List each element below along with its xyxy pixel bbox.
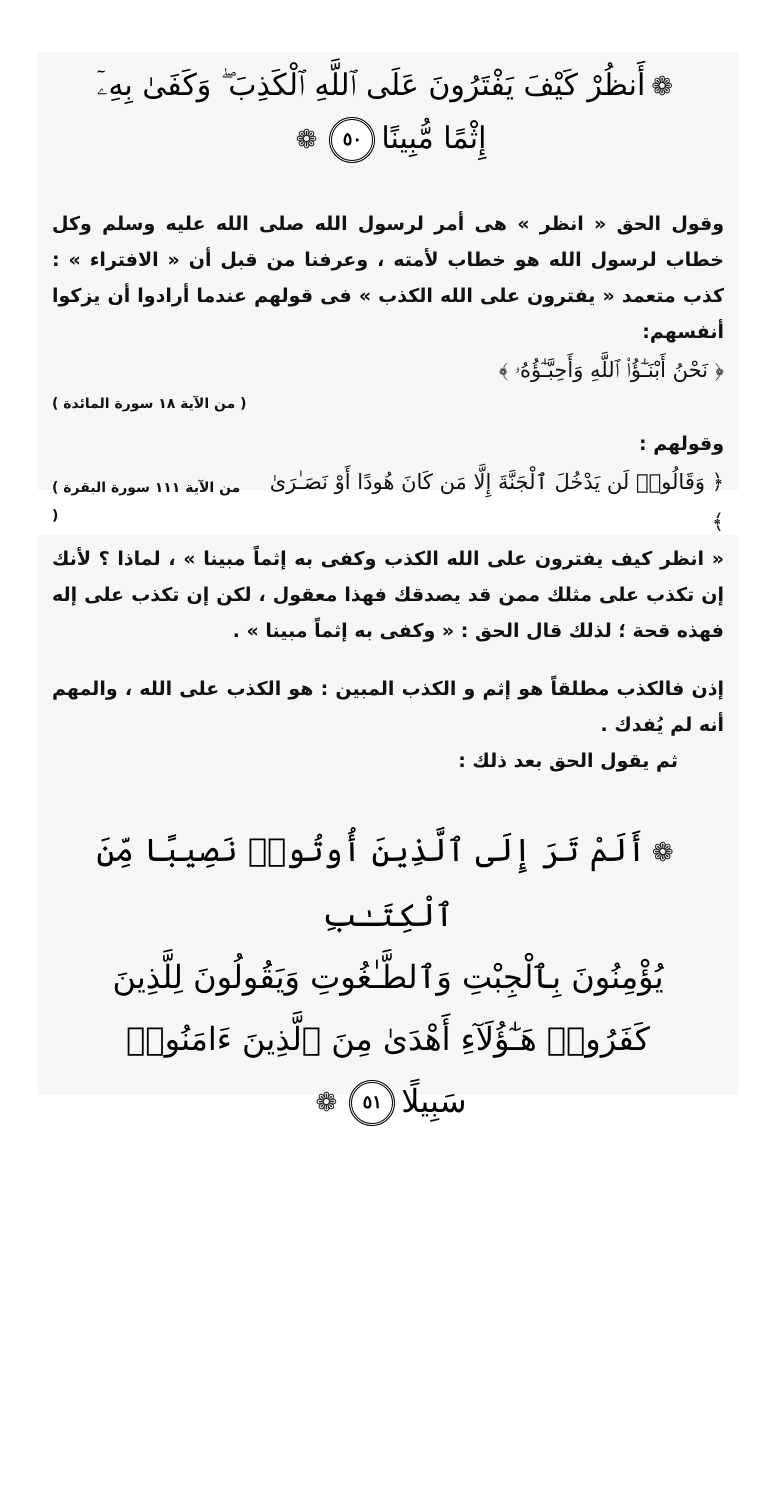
- commentary-paragraph: « انظر كيف يفترون على الله الكذب وكفى به إثماً مبينا » ، لماذا ؟ لأنك إن تكذب على مثلك ممن قد يصدقك فهذا معقول ، لكن إن تكذب على إله فهذه قحة ؛ لذلك قال الحق : « وكفى به إثماً مبينا » .: [52, 548, 724, 642]
- commentary-paragraph: وقولهم :: [639, 433, 724, 455]
- verse-text: سَبِيلًا: [401, 1081, 467, 1120]
- verse-text: أَنظُرْ كَيْفَ يَفْتَرُونَ عَلَى ٱللَّهِ ٱلْكَذِبَ ۖ وَكَفَىٰ بِهِۦٓ: [96, 68, 646, 103]
- verse-line: كَفَرُوا۟ هَـٰٓؤُلَآءِ أَهْدَىٰ مِنَ ٱلَّذِينَ ءَامَنُوا۟: [126, 1019, 650, 1058]
- verse-line: يُؤْمِنُونَ بِٱلْجِبْتِ وَٱلطَّـٰغُوتِ وَيَقُولُونَ لِلَّذِينَ: [112, 957, 664, 996]
- scanned-page-bottom: [38, 535, 738, 1120]
- scanned-page-top: [38, 52, 738, 534]
- verse-reference: ( من الآية ١١١ سورة البقرة ): [52, 480, 241, 524]
- verse-text: أَلَمْ تَرَ إِلَى ٱلَّذِينَ أُوتُوا۟ نَصِيبًا مِّنَ ٱلْكِتَـٰبِ: [96, 831, 646, 934]
- ornament-icon: ❁: [651, 72, 674, 102]
- quran-quote-row: [38, 462, 738, 542]
- verse-line: [78, 819, 698, 946]
- quran-quote: ﴿ نَحْنُ أَبْنَـٰٓؤُا۟ ٱللَّهِ وَأَحِبَّـٰٓؤُهُۥ ﴾: [498, 358, 724, 382]
- ornament-icon: ❁: [651, 837, 674, 868]
- verse-line: [78, 113, 698, 166]
- verse-number-badge: ٥١: [349, 1080, 395, 1126]
- commentary-paragraph: وقول الحق « انظر » هى أمر لرسول الله صلى الله عليه وسلم وكل خطاب لرسول الله هو خطاب لأمته ، وعرفنا من قبل أن « الافتراء » : كذب متعمد « يفترون على الله الكذب » فى قولهم عندما أرادوا أن يزكوا أنفسهم:: [52, 213, 724, 343]
- commentary-paragraph: ثم يقول الحق بعد ذلك :: [458, 750, 678, 772]
- quran-verse-51: [38, 819, 738, 1134]
- commentary-paragraph: إذن فالكذب مطلقاً هو إثم و الكذب المبين : هو الكذب على الله ، والمهم أنه لم يُفدك .: [52, 678, 724, 736]
- quran-verse-50: [38, 60, 738, 166]
- verse-text: إِثْمًا مُّبِينًا: [381, 121, 487, 156]
- verse-number-badge: ٥٠: [329, 117, 375, 163]
- verse-line: [78, 1070, 698, 1135]
- quran-quote: ﴿ وَقَالُوا۟ لَن يَدْخُلَ ٱلْجَنَّةَ إِلَّا مَن كَانَ هُودًا أَوْ نَصَـٰرَىٰ ﴾: [269, 470, 724, 534]
- verse-reference: ( من الآية ١٨ سورة المائدة ): [52, 396, 247, 412]
- ornament-icon: ❁: [315, 1088, 338, 1118]
- verse-line: [78, 60, 698, 113]
- ornament-icon: ❁: [295, 125, 318, 155]
